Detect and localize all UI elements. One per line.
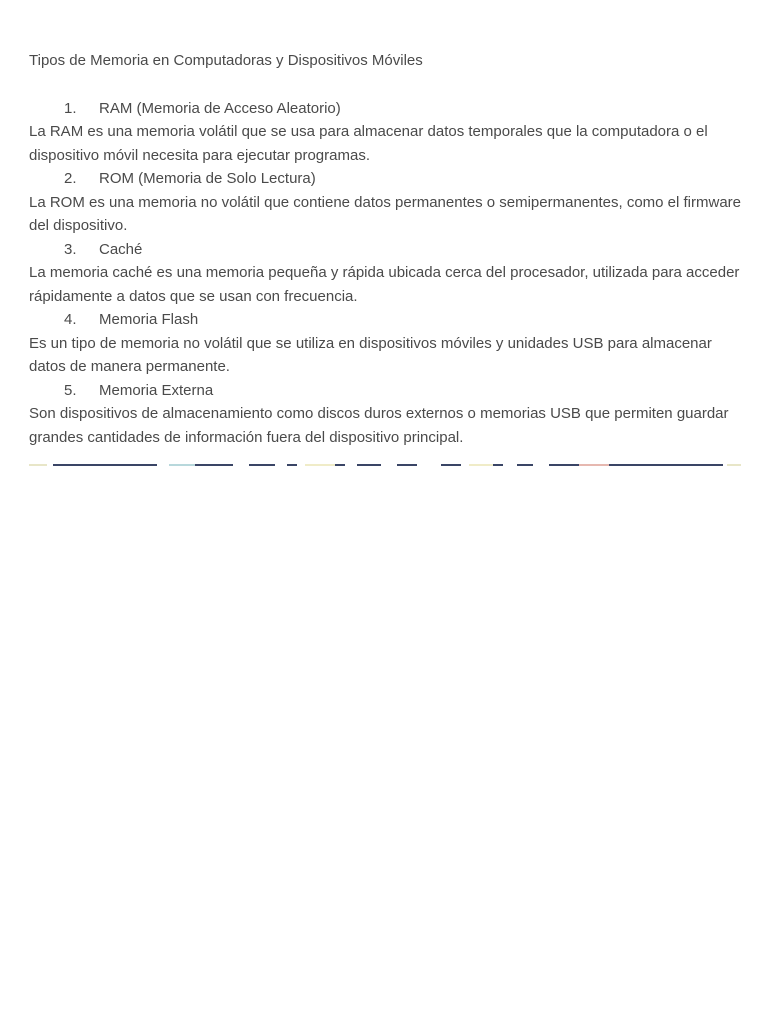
list-item-number: 2. [64,170,77,187]
list-item-title: ROM (Memoria de Solo Lectura) [99,170,316,187]
list-item-heading [29,238,744,262]
list-item-number: 5. [64,381,77,399]
list-item-heading [29,97,744,121]
divider-segment [727,464,741,466]
divider-segment [357,464,381,466]
divider-segment [169,464,197,466]
list-item-description: Es un tipo de memoria no volátil que se utiliza en dispositivos móviles y unidades USB para almacenar datos de manera permanente. [29,334,712,375]
list-item-title: Memoria Externa [99,381,214,399]
list-item-title: Memoria Flash [99,311,199,328]
divider-segment [29,464,47,466]
list-item-number: 1. [64,99,77,117]
list-item [29,379,744,450]
divider-artifact [29,464,741,466]
list-item-heading [29,379,744,403]
divider-segment [305,464,335,466]
divider-segment [549,464,579,466]
divider-segment [287,464,297,466]
list-item-description: La memoria caché es una memoria pequeña y rápida ubicada cerca del procesador, utilizada para acceder rápidamente a datos que se usan con frecuencia. [29,264,740,305]
divider-segment [195,464,233,466]
document-body [29,49,744,449]
divider-segment [517,464,533,466]
divider-segment [335,464,345,466]
list-item [29,97,744,168]
list-item-description: Son dispositivos de almacenamiento como discos duros externos o memorias USB que permiten guardar grandes cantidades de información fuera del dispositivo principal. [29,405,729,446]
list-item-title: Caché [99,240,143,258]
divider-segment [493,464,503,466]
divider-segment [609,464,723,466]
list-item-number: 3. [64,240,77,258]
divider-segment [397,464,417,466]
list-item-title: RAM (Memoria de Acceso Aleatorio) [99,99,341,117]
list-item [29,238,744,309]
list-item [29,167,744,238]
divider-segment [441,464,461,466]
list-item-heading [29,167,744,191]
list-item-heading [29,308,744,332]
divider-segment [579,464,609,466]
list-item [29,308,744,379]
divider-segment [249,464,275,466]
list-item-number: 4. [64,311,77,328]
list-item-description: La ROM es una memoria no volátil que contiene datos permanentes o semipermanentes, como el firmware del dispositivo. [29,193,742,234]
divider-segment [53,464,157,466]
divider-segment [469,464,495,466]
list-item-description: La RAM es una memoria volátil que se usa para almacenar datos temporales que la computadora o el dispositivo móvil necesita para ejecutar programas. [29,123,708,164]
document-title: Tipos de Memoria en Computadoras y Dispositivos Móviles [29,52,423,69]
